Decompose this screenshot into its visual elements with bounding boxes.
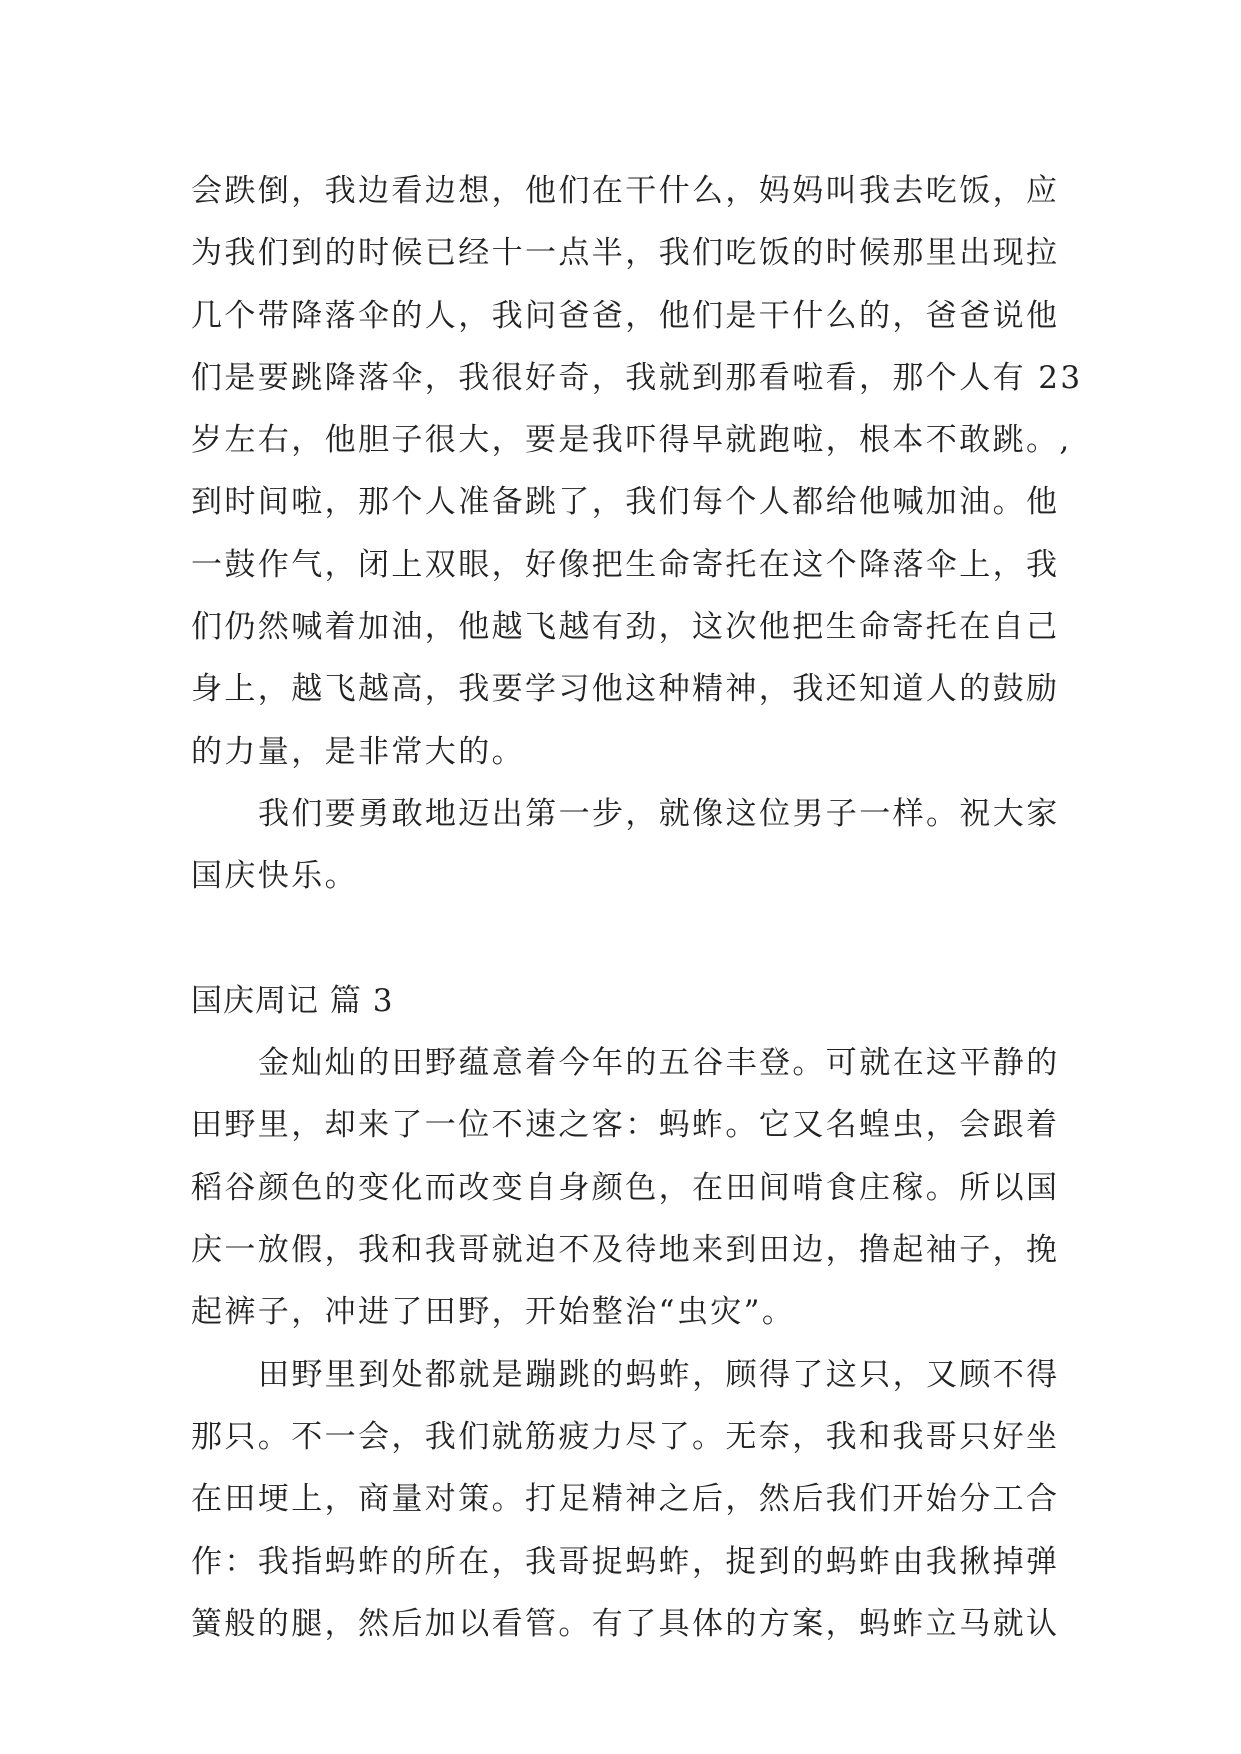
text-line: 身上，越飞越高，我要学习他这种精神，我还知道人的鼓励 <box>191 671 1060 708</box>
document-body <box>191 160 1083 1655</box>
text-line: 庆一放假，我和我哥就迫不及待地来到田边，撸起袖子，挽 <box>191 1232 1060 1269</box>
text-line: 的力量，是非常大的。 <box>191 733 525 770</box>
paragraph-locust-catching <box>191 1344 1060 1655</box>
text-line: 岁左右，他胆子很大，要是我吓得早就跑啦，根本不敢跳。, <box>191 422 1072 459</box>
text-line: 稻谷颜色的变化而改变自身颜色，在田间啃食庄稼。所以国 <box>191 1169 1060 1206</box>
text-line: 簧般的腿，然后加以看管。有了具体的方案，蚂蚱立马就认 <box>191 1605 1060 1642</box>
paragraph-parachute-story <box>191 160 1083 783</box>
text-line: 一鼓作气，闭上双眼，好像把生命寄托在这个降落伞上，我 <box>191 546 1060 583</box>
text-line: 们仍然喊着加油，他越飞越有劲，这次他把生命寄托在自己 <box>191 609 1060 646</box>
text-line: 我们要勇敢地迈出第一步，就像这位男子一样。祝大家 <box>258 795 1060 832</box>
text-line: 金灿灿的田野蕴意着今年的五谷丰登。可就在这平静的 <box>258 1045 1060 1082</box>
section-gap <box>191 908 1051 970</box>
text-line: 几个带降落伞的人，我问爸爸，他们是干什么的，爸爸说他 <box>191 297 1060 334</box>
text-line: 作：我指蚂蚱的所在，我哥捉蚂蚱，捉到的蚂蚱由我揪掉弹 <box>191 1543 1060 1580</box>
text-line: 会跌倒，我边看边想，他们在干什么，妈妈叫我去吃饭，应 <box>191 173 1060 209</box>
text-line: 为我们到的时候已经十一点半，我们吃饭的时候那里出现拉 <box>191 235 1060 272</box>
text-line: 田野里到处都就是蹦跳的蚂蚱，顾得了这只，又顾不得 <box>258 1356 1060 1393</box>
text-line: 在田埂上，商量对策。打足精神之后，然后我们开始分工合 <box>191 1481 1060 1518</box>
paragraph-closing-wish <box>191 783 1060 908</box>
text-line: 起裤子，冲进了田野，开始整治“虫灾”。 <box>191 1294 796 1331</box>
text-line: 国庆快乐。 <box>191 858 358 895</box>
text-line: 那只。不一会，我们就筋疲力尽了。无奈，我和我哥只好坐 <box>191 1418 1060 1455</box>
section-heading: 国庆周记 篇 3 <box>191 982 394 1019</box>
text-line: 到时间啦，那个人准备跳了，我们每个人都给他喊加油。他 <box>191 484 1060 521</box>
paragraph-locust-intro <box>191 1032 1060 1343</box>
text-line: 们是要跳降落伞，我很好奇，我就到那看啦看，那个人有 23 <box>191 359 1083 396</box>
text-line: 田野里，却来了一位不速之客：蚂蚱。它又名蝗虫，会跟着 <box>191 1107 1060 1144</box>
